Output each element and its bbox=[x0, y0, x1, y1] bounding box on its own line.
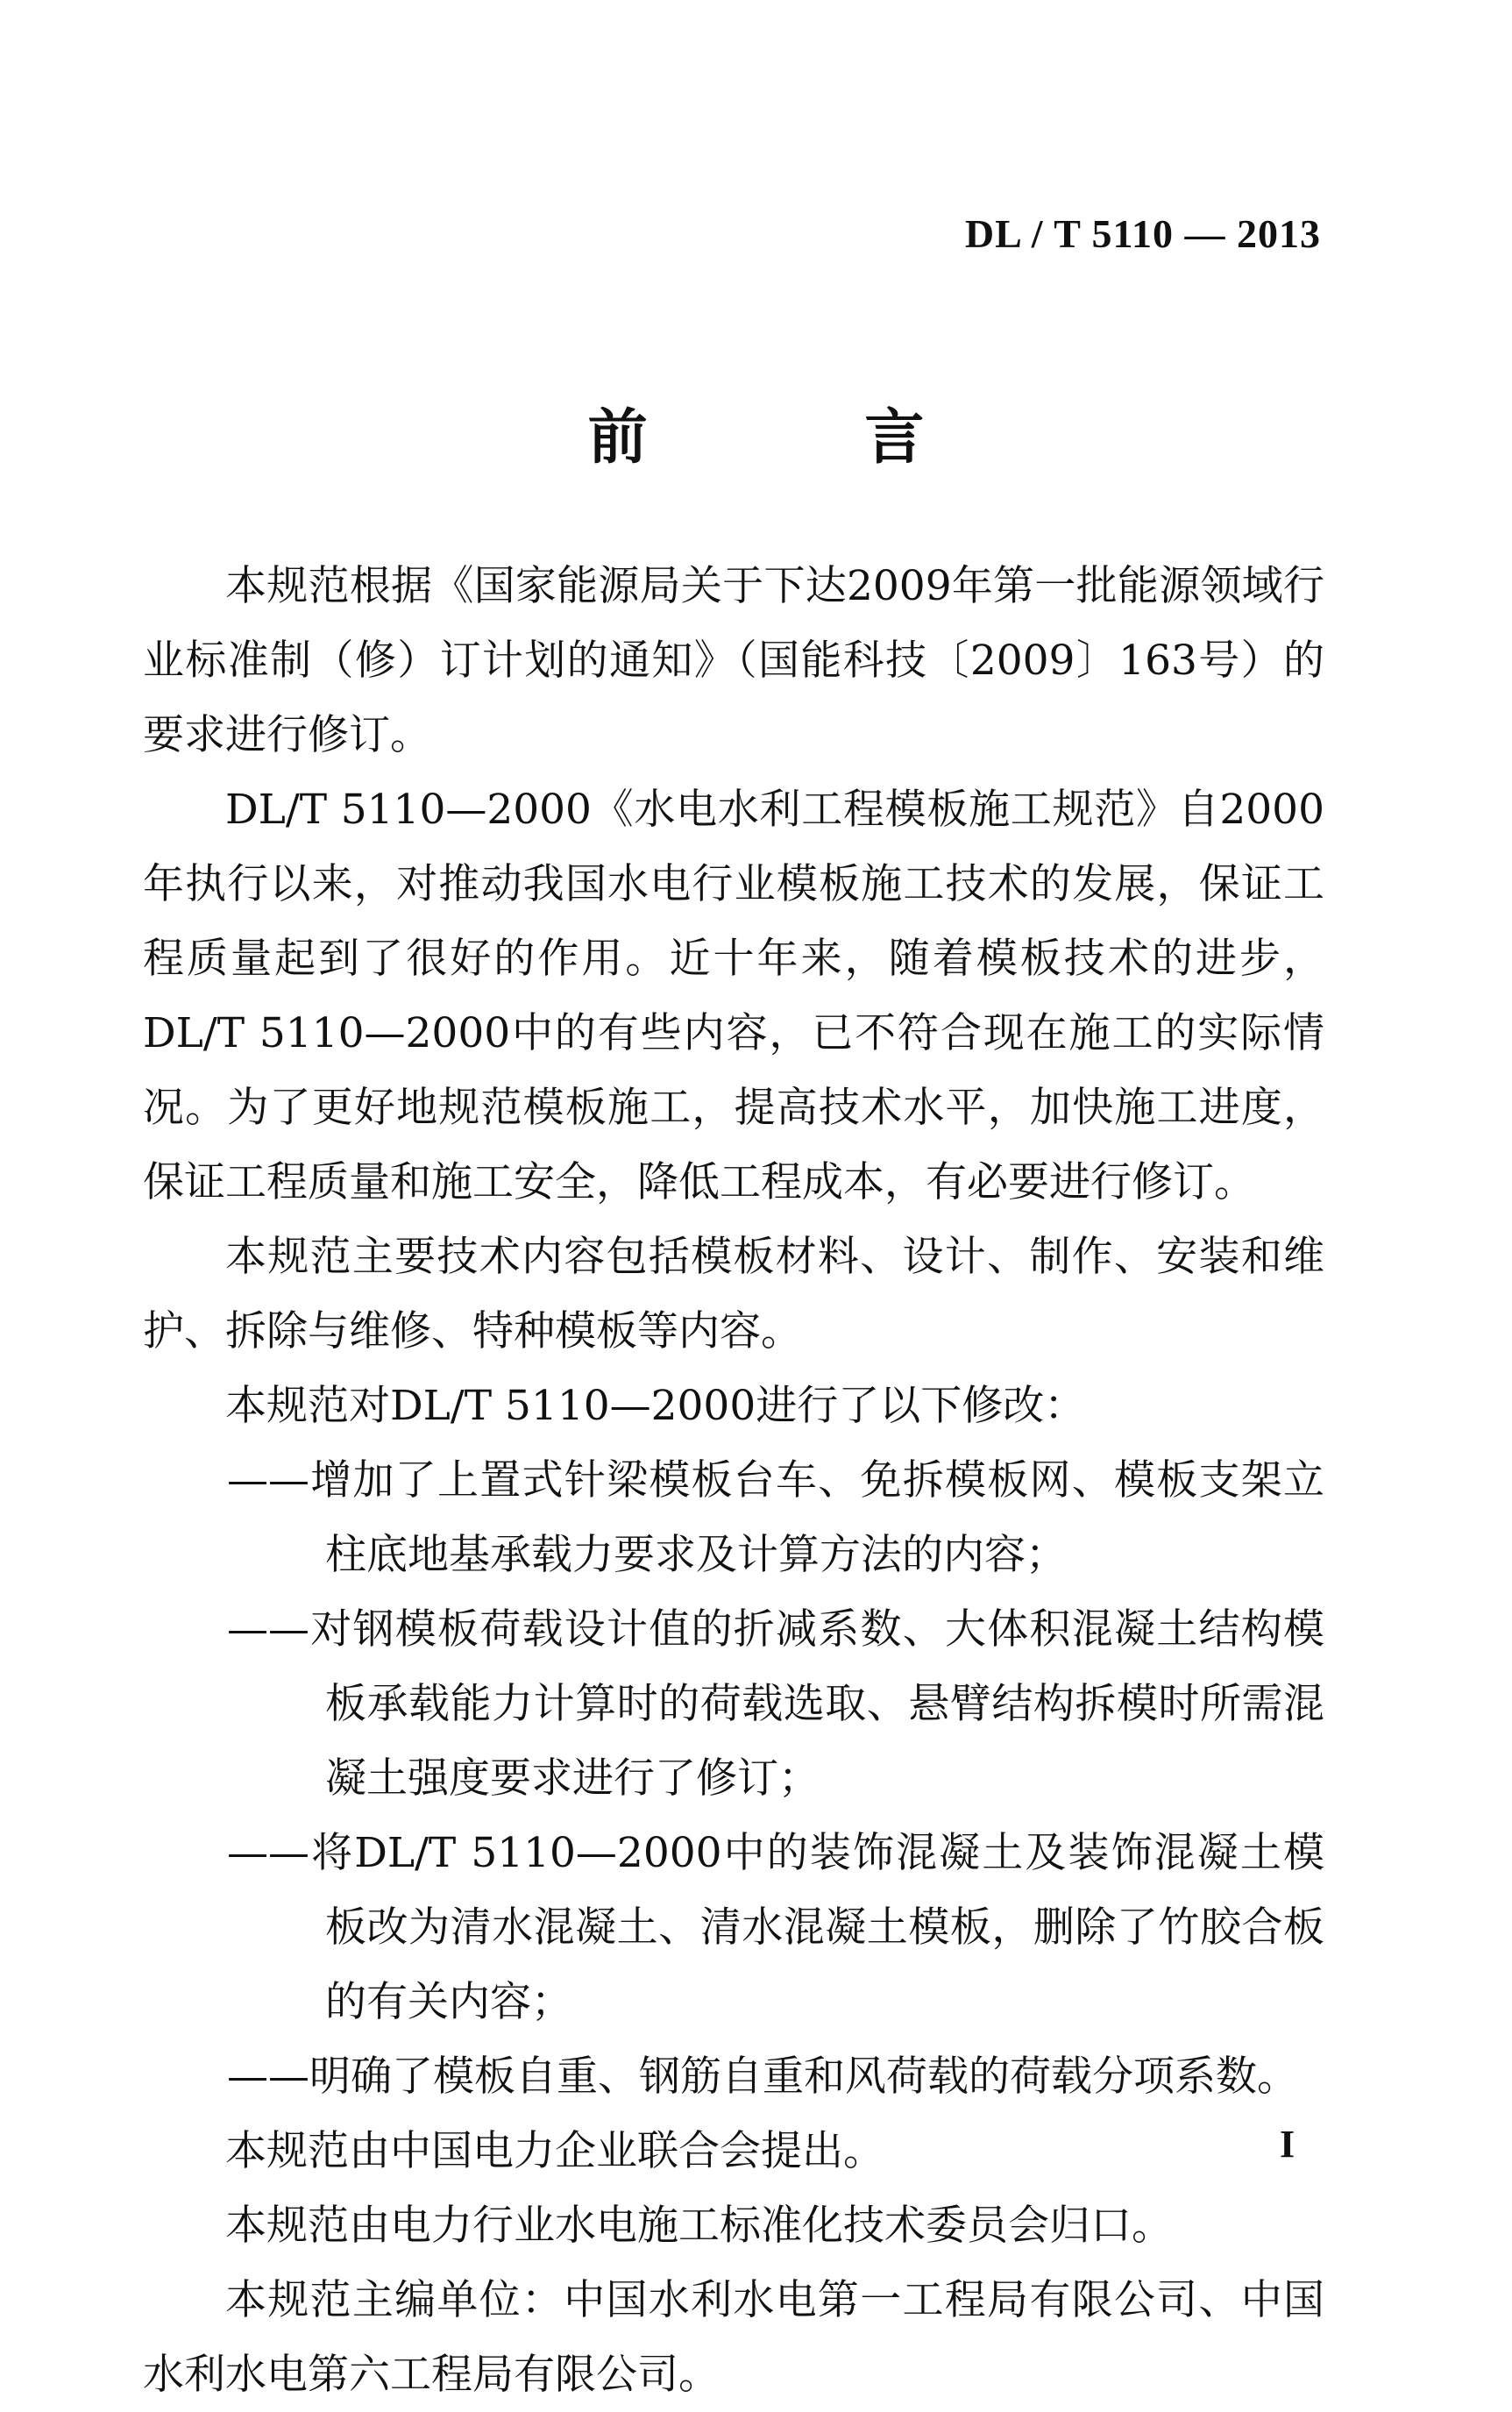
paragraph-proposer: 本规范由中国电力企业联合会提出。 bbox=[225, 2127, 884, 2175]
paragraph-background: DL/T 5110—2000《水电水利工程模板施工规范》自2000年执行以来，对推动我国水电行业模板施工技术的发展，保证工程质量起到了很好的作用。近十年来，随着模板技术的进步，DL/T 5110—2000中的有些内容，已不符合现在施工的实际情况。为了更好地规范模板施工，提高技术水平，加快施工进度，保证工程质量和施工安全，降低工程成本，有必要进行修订。 bbox=[143, 786, 1324, 1206]
document-body bbox=[143, 549, 1324, 2412]
revision-item: ——将DL/T 5110—2000中的装饰混凝土及装饰混凝土模板改为清水混凝土、清水混凝土模板，删除了竹胶合板的有关内容； bbox=[227, 1829, 1324, 2026]
page-title: 前 言 bbox=[587, 402, 1023, 473]
paragraph-revisions-intro: 本规范对DL/T 5110—2000进行了以下修改： bbox=[225, 1382, 1086, 1430]
page-number: I bbox=[1280, 2123, 1295, 2166]
paragraph-basis: 本规范根据《国家能源局关于下达2009年第一批能源领域行业标准制（修）订计划的通知》（国能科技〔2009〕163号）的要求进行修订。 bbox=[143, 562, 1324, 759]
revision-item: ——明确了模板自重、钢筋自重和风荷载的荷载分项系数。 bbox=[227, 2053, 1298, 2101]
paragraph-scope: 本规范主要技术内容包括模板材料、设计、制作、安装和维护、拆除与维修、特种模板等内容。 bbox=[143, 1233, 1324, 1355]
paragraph-drafting-units: 本规范主编单位：中国水利水电第一工程局有限公司、中国水利水电第六工程局有限公司。 bbox=[143, 2276, 1324, 2399]
paragraph-administrator: 本规范由电力行业水电施工标准化技术委员会归口。 bbox=[225, 2202, 1173, 2250]
revision-item: ——增加了上置式针梁模板台车、免拆模板网、模板支架立柱底地基承载力要求及计算方法的内容； bbox=[227, 1456, 1324, 1579]
standard-code: DL / T 5110 — 2013 bbox=[964, 211, 1321, 256]
revision-item: ——对钢模板荷载设计值的折减系数、大体积混凝土结构模板承载能力计算时的荷载选取、悬臂结构拆模时所需混凝土强度要求进行了修订； bbox=[227, 1605, 1324, 1803]
